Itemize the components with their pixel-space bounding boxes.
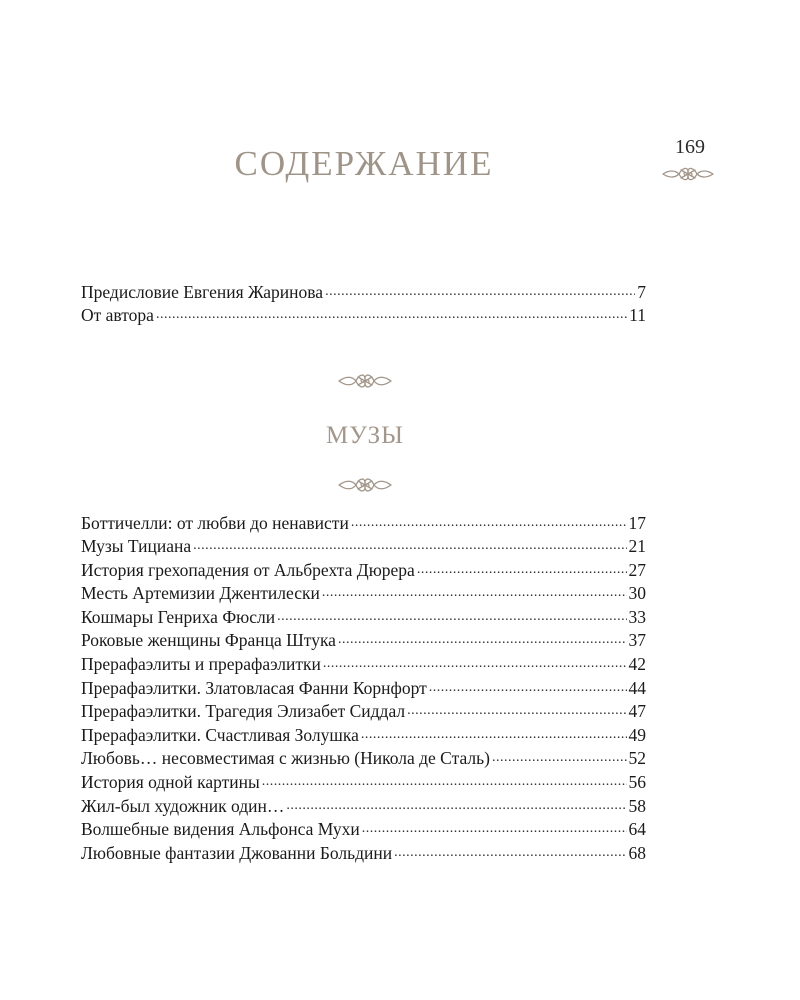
dot-leader (417, 558, 627, 576)
toc-entry[interactable] (81, 676, 646, 700)
dot-leader (429, 676, 627, 694)
dot-leader (325, 280, 635, 298)
dot-leader (193, 535, 626, 553)
toc-entry-page: 49 (628, 724, 646, 745)
dot-leader (407, 700, 626, 718)
dot-leader (338, 629, 627, 647)
toc-entry-page: 30 (628, 583, 646, 604)
toc-entry-page: 52 (628, 748, 646, 769)
toc-entry-page: 33 (628, 606, 646, 627)
toc-entry-page: 44 (628, 677, 646, 698)
toc-entry[interactable] (81, 582, 646, 606)
toc-entry[interactable] (81, 747, 646, 771)
toc-entry-title: Боттичелли: от любви до ненависти (81, 512, 349, 533)
toc-entry-page: 68 (628, 842, 646, 863)
dot-leader (362, 818, 627, 836)
toc-entry[interactable] (81, 511, 646, 535)
toc-entry[interactable] (81, 700, 646, 724)
dot-leader (262, 771, 627, 789)
toc-entry-title: Музы Тициана (81, 536, 192, 557)
flourish-ornament-icon (337, 370, 393, 392)
toc-entry-title: Жил-был художник один… (81, 795, 285, 816)
toc-entry-page: 56 (628, 772, 646, 793)
toc-entry[interactable] (81, 535, 646, 559)
toc-entry[interactable] (81, 280, 646, 304)
dot-leader (323, 653, 627, 671)
toc-entry-page: 37 (628, 630, 646, 651)
toc-entry-title: История одной картины (81, 772, 260, 793)
toc-entry-page: 42 (628, 654, 646, 675)
toc-entry-page: 7 (637, 281, 646, 302)
toc-entry[interactable] (81, 723, 646, 747)
dot-leader (286, 794, 626, 812)
toc-entry[interactable] (81, 605, 646, 629)
toc-entry-page: 58 (628, 795, 646, 816)
toc-entry-page: 17 (628, 512, 646, 533)
toc-entry-page: 47 (628, 701, 646, 722)
toc-entry-title: Прерафаэлиты и прерафаэлитки (81, 654, 321, 675)
page-title: СОДЕРЖАНИЕ (234, 144, 494, 183)
toc-entry-title: Кошмары Генриха Фюсли (81, 606, 276, 627)
page-number: 169 (675, 136, 705, 158)
dot-leader (351, 511, 627, 529)
toc-entry-title: Прерафаэлитки. Трагедия Элизабет Сиддал (81, 701, 406, 722)
toc-entry[interactable] (81, 794, 646, 818)
dot-leader (361, 723, 627, 741)
toc-entry[interactable] (81, 818, 646, 842)
toc-entry-page: 11 (629, 305, 646, 326)
toc-entry-title: Прерафаэлитки. Златовласая Фанни Корнфорт (81, 677, 427, 698)
toc-entry-title: Месть Артемизии Джентилески (81, 583, 320, 604)
toc-entry[interactable] (81, 771, 646, 795)
toc-entry-title: Роковые женщины Франца Штука (81, 630, 336, 651)
toc-entry-title: Волшебные видения Альфонса Мухи (81, 819, 360, 840)
toc-entry-title: Любовь… несовместимая с жизнью (Никола де Сталь) (81, 748, 490, 769)
dot-leader (156, 304, 627, 322)
toc-entry-page: 27 (628, 559, 646, 580)
toc-intro-list (81, 280, 646, 327)
section-title: МУЗЫ (326, 422, 404, 449)
toc-entry[interactable] (81, 558, 646, 582)
toc-entry-title: История грехопадения от Альбрехта Дюрера (81, 559, 415, 580)
dot-leader (322, 582, 627, 600)
toc-entry[interactable] (81, 653, 646, 677)
flourish-ornament-icon (661, 162, 715, 186)
dot-leader (492, 747, 627, 765)
dot-leader (277, 605, 626, 623)
toc-entry[interactable] (81, 841, 646, 865)
toc-muses-list (81, 511, 646, 865)
toc-entry-page: 21 (628, 536, 646, 557)
flourish-ornament-icon (337, 474, 393, 496)
toc-entry[interactable] (81, 629, 646, 653)
toc-entry-title: Любовные фантазии Джованни Больдини (81, 842, 393, 863)
dot-leader (394, 841, 626, 859)
toc-entry-title: Предисловие Евгения Жаринова (81, 281, 324, 302)
toc-entry-title: Прерафаэлитки. Счастливая Золушка (81, 724, 359, 745)
toc-entry-page: 64 (628, 819, 646, 840)
toc-entry[interactable] (81, 304, 646, 328)
toc-entry-title: От автора (81, 305, 154, 326)
